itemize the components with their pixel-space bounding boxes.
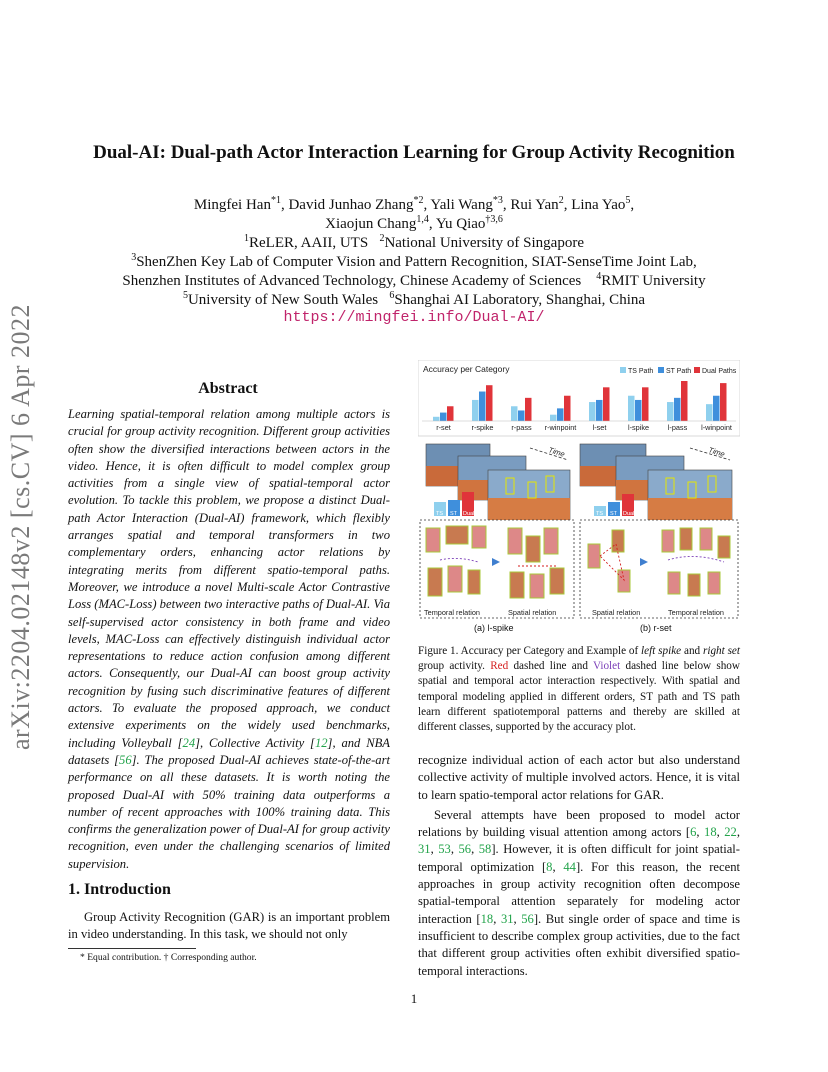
caption-violet: Violet (592, 660, 621, 673)
caption-red: Red (490, 660, 509, 673)
footnote: * Equal contribution. † Corresponding author. (80, 952, 257, 963)
time-label-left: Time (547, 445, 566, 459)
legend-swatch-st (658, 367, 664, 373)
citation-link[interactable]: 12 (314, 735, 328, 750)
caption-text: dashed line and (508, 660, 593, 673)
figure-1-svg (418, 360, 740, 636)
author: Yu Qiao (435, 216, 486, 232)
affiliation-line-3 (60, 272, 768, 291)
right-column-body (418, 752, 740, 980)
bar-r-spike-0 (472, 400, 479, 421)
aff-sup: 6 (389, 290, 395, 301)
video-frames-left (426, 444, 570, 522)
caption-italic: left spike (641, 645, 682, 657)
bar-r-pass-1 (518, 410, 525, 421)
chart-title: Accuracy per Category (423, 364, 510, 374)
bar-l-winpoint-0 (706, 404, 713, 421)
x-label-l-winpoint: l-winpoint (701, 423, 732, 432)
x-label-r-pass: r-pass (511, 423, 532, 432)
figure-caption (418, 644, 740, 735)
x-label-l-pass: l-pass (667, 423, 688, 432)
author-sup: 5 (625, 195, 631, 206)
citation-link[interactable]: 31 (500, 911, 514, 926)
author-sup: 1,4 (416, 214, 429, 225)
abstract-text: ], and NBA datasets [ (68, 735, 390, 767)
x-label-r-set: r-set (436, 423, 451, 432)
x-label-r-spike: r-spike (471, 423, 494, 432)
arxiv-stamp (6, 292, 38, 762)
intro-paragraph: Group Activity Recognition (GAR) is an important problem in video understanding. In this task, we should not only (68, 910, 390, 942)
author: Mingfei Han (193, 197, 271, 213)
paragraph: recognize individual action of each actor but also understand collective activity of multiple involved actors. Hence, it is vital to learn spatio-temporal actor relations for GAR. (418, 753, 740, 802)
bar-r-winpoint-0 (550, 415, 557, 421)
citation-link[interactable]: 18 (704, 825, 717, 840)
legend-st: ST Path (666, 368, 692, 375)
citation-link[interactable]: 58 (478, 842, 492, 857)
affiliation-line-1 (60, 234, 768, 253)
author-sup: *2 (413, 195, 424, 206)
panel-label: Spatial relation (508, 608, 557, 617)
para-text: , (716, 825, 725, 840)
bar-l-set-1 (596, 400, 603, 421)
page-number: 1 (410, 991, 418, 1006)
citation-link[interactable]: 22 (724, 825, 737, 840)
citation-link[interactable]: 18 (480, 911, 494, 926)
mini-ts: TS (436, 511, 444, 517)
bar-l-winpoint-2 (720, 383, 727, 421)
bar-l-pass-1 (674, 398, 681, 421)
citation-link[interactable]: 6 (690, 825, 697, 840)
project-url-link[interactable]: https://mingfei.info/Dual-AI/ (283, 309, 545, 326)
author: Xiaojun Chang (325, 216, 417, 232)
para-text: , (493, 911, 501, 926)
author-sup: *1 (270, 195, 281, 206)
abstract-body (68, 406, 390, 873)
figure-1 (418, 360, 740, 636)
affiliation: Shanghai AI Laboratory, Shanghai, China (394, 292, 646, 308)
affiliation: Shenzhen Institutes of Advanced Technology, Chinese Academy of Sciences (122, 273, 582, 289)
aff-sup: 3 (131, 252, 137, 263)
footnote-rule (68, 948, 196, 949)
bar-l-set-2 (603, 387, 610, 421)
citation-link[interactable]: 8 (546, 859, 553, 874)
aff-sup: 5 (182, 290, 188, 301)
para-text: , (736, 825, 740, 840)
panel-label: Spatial relation (592, 608, 641, 617)
para-text: , (513, 911, 522, 926)
para-text: , (696, 825, 705, 840)
mini-bars-right (594, 494, 634, 517)
para-text: , (552, 859, 564, 874)
panel-right (580, 520, 738, 618)
bar-l-pass-0 (667, 402, 674, 421)
mini-st: ST (610, 511, 618, 517)
author: David Junhao Zhang (288, 197, 414, 213)
caption-text: Figure 1. Accuracy per Category and Example of (418, 645, 642, 657)
para-text: ]. For this reason, the recent approaches in group activity recognition often decompose spatial-temporal attention separately for modeling actor interaction [ (418, 859, 741, 926)
author-line-2: Xiaojun Chang$^{1,4}$, Yu Qiao$^{\dagger 3,6}$ (325, 214, 503, 232)
author-sup: *3 (492, 195, 503, 206)
abstract-text: ]. The proposed Dual-AI achieves state-of-the-art performance on all these datasets. It is worth noting the proposed Dual-AI with 50% training data outperforms a number of recent approaches with 100% training data. This confirms the generalization power of Dual-AI for group activity recognition, even under the challenging scenarios of limited supervision. (68, 752, 390, 871)
affiliation: National University of Singapore (384, 235, 584, 251)
mini-ts: TS (596, 511, 604, 517)
bar-r-spike-2 (486, 385, 493, 421)
author-sup: 2 (558, 195, 564, 206)
affiliation-line-4 (60, 291, 768, 310)
caption-italic: right set (702, 645, 741, 657)
legend-swatch-ts (620, 367, 626, 373)
bar-l-spike-0 (628, 396, 635, 421)
mini-st: ST (450, 511, 458, 517)
author: Yali Wang (430, 197, 493, 213)
x-label-l-spike: l-spike (627, 423, 650, 432)
mini-bars-left (434, 492, 474, 517)
aff-sup: 4 (596, 271, 602, 282)
abstract-text: ], Collective Activity [ (195, 735, 315, 750)
para-text: ]. But single order of space and time is insufficient to describe complex group activities, due to the fact that different group activities often exhibit diversified spatio-temporal interactions. (418, 911, 740, 978)
author-sup: †3,6 (485, 214, 503, 225)
mini-dual: Dual (463, 511, 475, 517)
sub-caption-a: (a) l-spike (474, 623, 514, 633)
panel-label: Temporal relation (668, 608, 724, 617)
bar-r-set-1 (440, 413, 447, 421)
citation-link[interactable]: 44 (563, 859, 576, 874)
bar-l-spike-2 (642, 387, 649, 421)
affiliation: ReLER, AAII, UTS (249, 235, 369, 251)
affiliation: University of New South Wales (187, 292, 379, 308)
bar-r-set-2 (447, 406, 454, 421)
bar-l-pass-2 (681, 381, 688, 421)
author-line-1: Mingfei Han$^{*1}$, David Junhao Zhang$^{*2}$, Yali Wang$^{*3}$, Rui Yan$^2$, Lina Yao$^5$, (193, 195, 635, 213)
x-label-r-winpoint: r-winpoint (544, 423, 577, 432)
bar-l-winpoint-1 (713, 396, 720, 421)
bar-r-pass-0 (511, 406, 518, 421)
author: Rui Yan (510, 197, 559, 213)
bar-r-pass-2 (525, 398, 532, 421)
caption-text: group activity. (418, 660, 491, 673)
bar-r-spike-1 (479, 392, 486, 421)
citation-link[interactable]: 24 (182, 735, 196, 750)
para-text: , (450, 842, 459, 857)
citation-link[interactable]: 56 (521, 911, 534, 926)
abstract-text: Learning spatial-temporal relation among multiple actors is crucial for group activity recognition. Different group activities often show the diversified interactions between actors in the video. Hence, it is often difficult to model complex group activities from a single view of spatial-temporal actor evolution. To tackle this problem, we propose a distinct Dual-path Actor Interaction (Dual-AI) framework, which flexibly arranges spatial and temporal transformers in two complementary orders, enhancing actor relations by integrating merits from different spatio-temporal paths. Moreover, we introduce a novel Multi-scale Actor Contrastive Loss (MAC-Loss) between two interactive paths of Dual-AI. Via self-supervised actor consistency in both frame and video levels, MAC-Loss can effectively distinguish individual actor representations to reduce action confusion among different actors. Consequently, our Dual-AI can boost group activity recognition by fusing such discriminative features of different actors. To evaluate the proposed approach, we conduct extensive experiments on the widely used benchmarks, including Volleyball [ (68, 407, 390, 750)
panel-label: Temporal relation (424, 608, 480, 617)
affiliation: RMIT University (601, 273, 706, 289)
sub-caption-b: (b) r-set (640, 623, 672, 633)
bar-l-spike-1 (635, 400, 642, 421)
bar-r-set-0 (433, 417, 440, 421)
affiliation: ShenZhen Key Lab of Computer Vision and Pattern Recognition, SIAT-SenseTime Joint Lab, (136, 254, 697, 270)
affiliation-line-2 (60, 253, 768, 272)
legend-swatch-dual (694, 367, 700, 373)
mini-dual: Dual (623, 511, 635, 517)
abstract-heading: Abstract (198, 380, 258, 397)
aff-sup: 2 (379, 233, 385, 244)
section-heading-introduction: 1. Introduction (68, 881, 171, 898)
time-label-right: Time (707, 445, 726, 459)
para-text: ]. However, it is often difficult for joint spatial-temporal optimization [ (418, 842, 740, 874)
x-label-l-set: l-set (592, 423, 607, 432)
para-text: Several attempts have been proposed to model actor relations by building visual attention among actors [ (418, 807, 740, 840)
citation-link[interactable]: 31 (418, 842, 431, 857)
paper-title: Dual-AI: Dual-path Actor Interaction Learning for Group Activity Recognition (93, 142, 735, 163)
citation-link[interactable]: 53 (438, 842, 451, 857)
para-text: , (471, 842, 479, 857)
bar-r-winpoint-2 (564, 396, 571, 421)
aff-sup: 1 (244, 233, 250, 244)
legend-ts: TS Path (628, 368, 654, 375)
bar-r-winpoint-1 (557, 408, 564, 421)
citation-link[interactable]: 56 (458, 842, 472, 857)
arxiv-stamp-text: arXiv:2204.02148v2 [cs.CV] 6 Apr 2022 (6, 304, 35, 751)
citation-link[interactable]: 56 (119, 752, 132, 767)
paragraph (418, 807, 740, 980)
author: Lina Yao (571, 197, 626, 213)
legend-dual: Dual Paths (702, 368, 737, 375)
bar-l-set-0 (589, 402, 596, 421)
caption-text: dashed line below show spatial and temporal actor interaction respectively. With spatial and temporal modeling applied in different orders, ST path and TS path learn different spatiotemporal patterns and thereby are skilled at different classes, supported by the accuracy plot. (418, 660, 740, 734)
caption-text: and (681, 645, 703, 657)
para-text: , (430, 842, 439, 857)
